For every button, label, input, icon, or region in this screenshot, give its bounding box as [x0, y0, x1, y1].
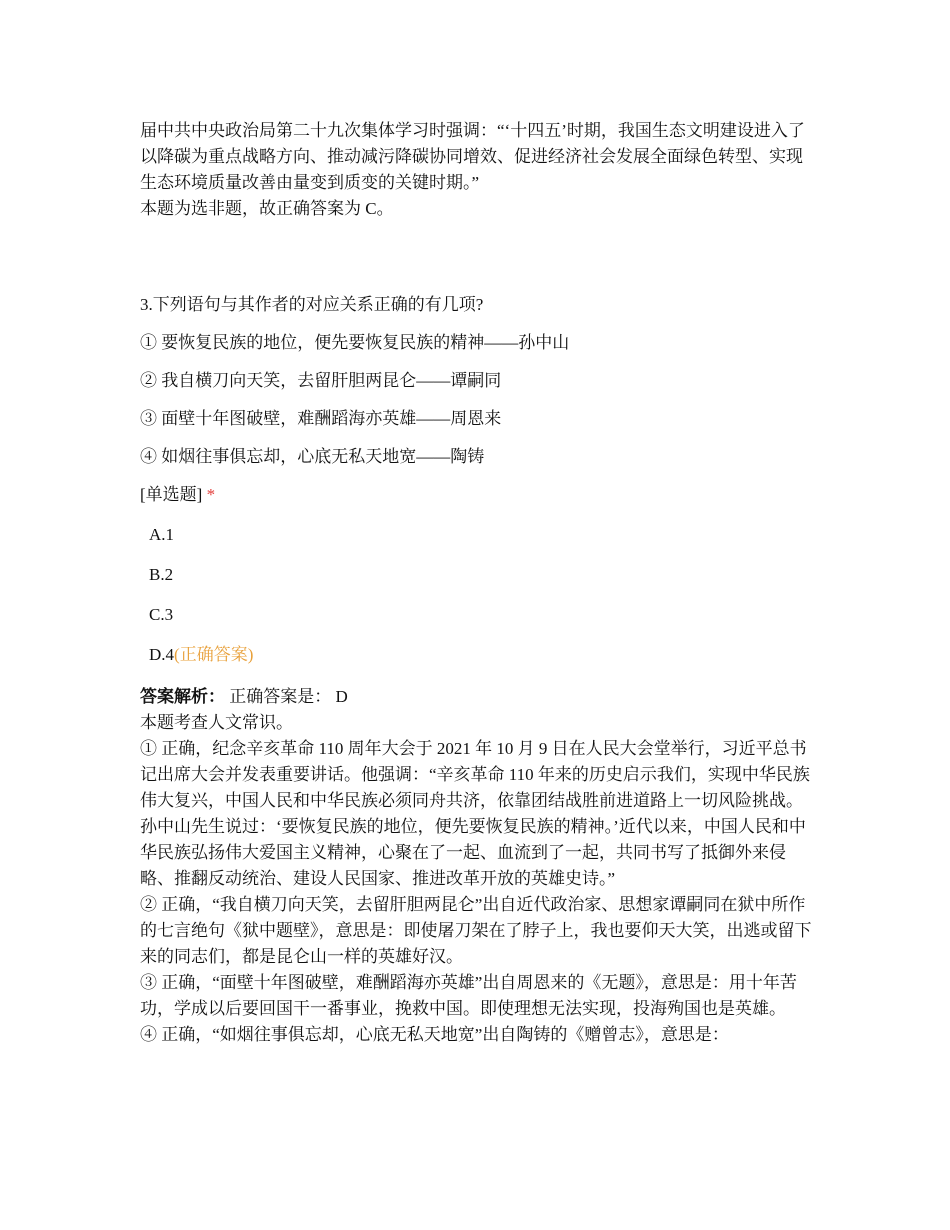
- analysis-line-2: ① 正确，纪念辛亥革命 110 周年大会于 2021 年 10 月 9 日在人民大会堂举行，习近平总书记出席大会并发表重要讲话。他强调：“辛亥革命 110 年来的历史启示我们，实现中华民族伟大复兴，中国人民和中华民族必须同舟共济，依靠团结战胜前进道路上一切风险挑战。孙中山先生说过：‘要恢复民族的地位，便先要恢复民族的精神。’近代以来，中国人民和中华民族弘扬伟大爱国主义精神，心聚在了一起、血流到了一起，共同书写了抵御外来侵略、推翻反动统治、建设人民国家、推进改革开放的英雄史诗。”: [140, 739, 810, 888]
- analysis-line-1: 本题考查人文常识。: [140, 713, 293, 732]
- intro-paragraph: 届中共中央政治局第二十九次集体学习时强调：“‘十四五’时期，我国生态文明建设进入了以降碳为重点战略方向、推动减污降碳协同增效、促进经济社会发展全面绿色转型、实现生态环境质量改善由量变到质变的关键时期。”: [140, 121, 805, 192]
- analysis-line-3: ② 正确，“我自横刀向天笑，去留肝胆两昆仑”出自近代政治家、思想家谭嗣同在狱中所作的七言绝句《狱中题壁》，意思是：即使屠刀架在了脖子上，我也要仰天大笑，出逃或留下来的同志们，都是昆仑山一样的英雄好汉。: [140, 895, 812, 966]
- analysis-answer: 正确答案是： D: [229, 687, 348, 706]
- correct-answer-tag: (正确答案): [174, 645, 254, 664]
- option-b[interactable]: [149, 562, 812, 602]
- option-a-label: A.1: [149, 525, 175, 544]
- spacer: [140, 222, 812, 292]
- statement-4: ④ 如烟往事俱忘却，心底无私天地宽——陶铸: [140, 447, 485, 466]
- statement-2: ② 我自横刀向天笑，去留肝胆两昆仑——谭嗣同: [140, 371, 502, 390]
- options-list: [140, 522, 812, 682]
- statement-1: ① 要恢复民族的地位，便先要恢复民族的精神——孙中山: [140, 333, 570, 352]
- analysis-body: [140, 710, 812, 1048]
- document-page: [140, 118, 812, 1048]
- option-c[interactable]: [149, 602, 812, 642]
- analysis-heading: 答案解析：: [140, 687, 225, 707]
- option-d[interactable]: [149, 642, 812, 682]
- option-c-label: C.3: [149, 605, 174, 624]
- option-d-label: D.4: [149, 645, 175, 664]
- intro-conclusion: 本题为选非题，故正确答案为 C。: [140, 199, 394, 218]
- analysis-line-4: ③ 正确，“面壁十年图破壁，难酬蹈海亦英雄”出自周恩来的《无题》，意思是：用十年苦功，学成以后要回国干一番事业，挽救中国。即使理想无法实现，投海殉国也是英雄。: [140, 973, 797, 1018]
- question-type: [140, 482, 812, 508]
- statement-3: ③ 面壁十年图破壁，难酬蹈海亦英雄——周恩来: [140, 409, 502, 428]
- option-b-label: B.2: [149, 565, 174, 584]
- required-mark: *: [206, 485, 216, 504]
- analysis-header: [140, 684, 812, 710]
- question-type-label: [单选题]: [140, 485, 203, 504]
- option-a[interactable]: [149, 522, 812, 562]
- question-title: 3.下列语句与其作者的对应关系正确的有几项?: [140, 295, 484, 314]
- analysis-line-5: ④ 正确，“如烟往事俱忘却，心底无私天地宽”出自陶铸的《赠曾志》，意思是：: [140, 1025, 729, 1044]
